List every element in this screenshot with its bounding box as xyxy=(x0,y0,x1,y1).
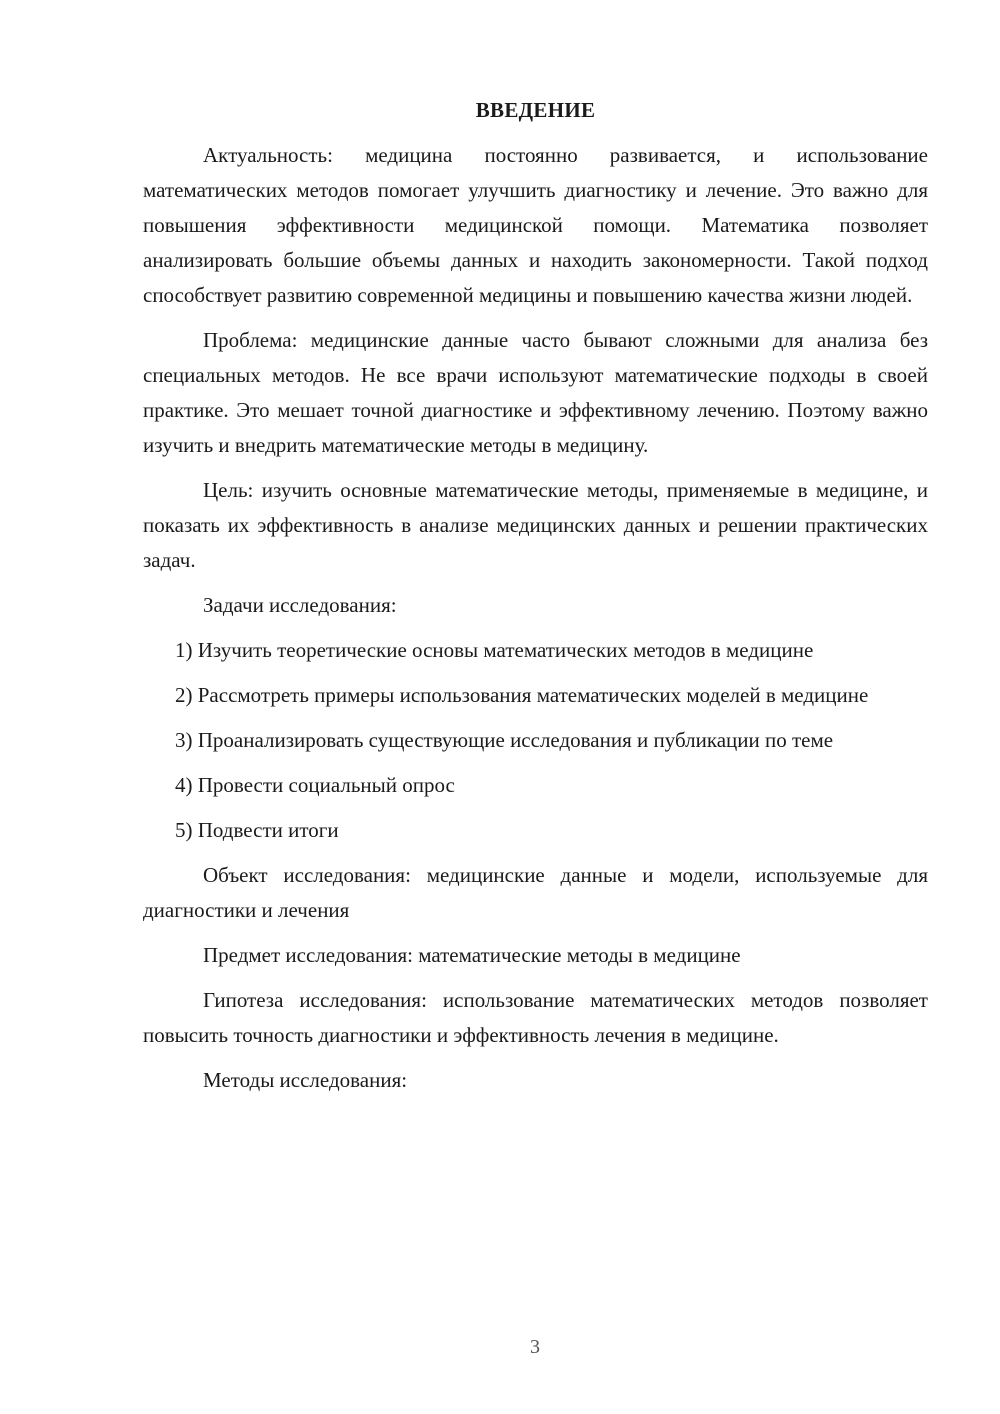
relevance-paragraph: Актуальность: медицина постоянно развивается, и использование математических методов помогает улучшить диагностику и лечение. Это важно для повышения эффективности медицинской помощи. Математика позволяет анализировать большие объемы данных и находить закономерности. Такой подход способствует развитию современной медицины и повышению качества жизни людей. xyxy=(143,143,928,307)
section-heading: ВВЕДЕНИЕ xyxy=(475,98,596,122)
tasks-title: Задачи исследования: xyxy=(203,593,397,617)
hypothesis-paragraph: Гипотеза исследования: использование математических методов позволяет повысить точность диагностики и эффективность лечения в медицине. xyxy=(143,988,928,1047)
document-page xyxy=(143,96,928,1108)
task-item-5: 5) Подвести итоги xyxy=(175,818,339,842)
page-number: 3 xyxy=(530,1336,540,1358)
subject-paragraph: Предмет исследования: математические методы в медицине xyxy=(203,943,741,967)
object-paragraph: Объект исследования: медицинские данные и модели, используемые для диагностики и лечения xyxy=(143,863,928,922)
task-item-4: 4) Провести социальный опрос xyxy=(175,773,455,797)
goal-paragraph: Цель: изучить основные математические методы, применяемые в медицине, и показать их эффективность в анализе медицинских данных и решении практических задач. xyxy=(143,478,928,572)
task-item-1: 1) Изучить теоретические основы математических методов в медицине xyxy=(175,638,814,662)
problem-paragraph: Проблема: медицинские данные часто бывают сложными для анализа без специальных методов. Не все врачи используют математические подходы в своей практике. Это мешает точной диагностике и эффективному лечению. Поэтому важно изучить и внедрить математические методы в медицину. xyxy=(143,328,928,457)
methods-title: Методы исследования: xyxy=(203,1068,408,1092)
task-item-2: 2) Рассмотреть примеры использования математических моделей в медицине xyxy=(175,683,869,707)
task-item-3: 3) Проанализировать существующие исследования и публикации по теме xyxy=(175,728,834,752)
